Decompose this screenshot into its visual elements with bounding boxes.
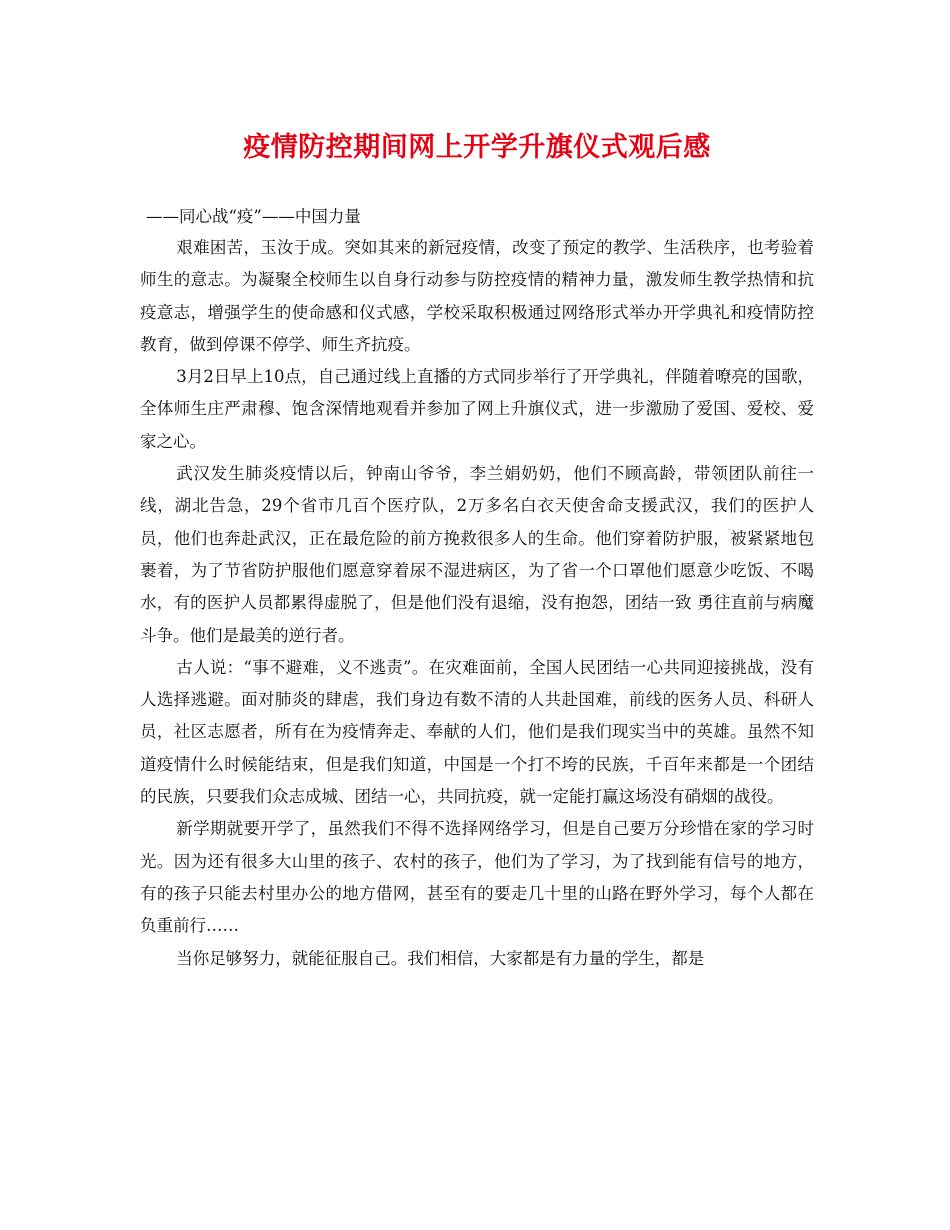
paragraph-1: 艰难困苦，玉汝于成。突如其来的新冠疫情，改变了预定的教学、生活秩序，也考验着师生的意志。为凝聚全校师生以自身行动参与防控疫情的精神力量，激发师生教学热情和抗疫意志，增强学生的使命感和仪式感，学校采取积极通过网络形式举办开学典礼和疫情防控教育，做到停课不停学、师生齐抗疫。 [140,238,814,354]
paragraph-6: 当你足够努力，就能征服自己。我们相信，大家都是有力量的学生，都是 [176,948,705,968]
document-title: 疫情防控期间网上开学升旗仪式观后感 [243,132,711,163]
paragraph-2: 3月2日早上10点，自己通过线上直播的方式同步举行了开学典礼，伴随着嘹亮的国歌，全体师生庄严肃穆、饱含深情地观看并参加了网上升旗仪式，进一步激励了爱国、爱校、爱家之心。 [140,367,814,451]
paragraph-5: 新学期就要开学了，虽然我们不得不选择网络学习，但是自己要万分珍惜在家的学习时光。因为还有很多大山里的孩子、农村的孩子，他们为了学习，为了找到能有信号的地方，有的孩子只能去村里办公的地方借网，甚至有的要走几十里的山路在野外学习，每个人都在负重前行…… [140,819,814,936]
document-page [140,128,814,975]
paragraph-3: 武汉发生肺炎疫情以后，钟南山爷爷，李兰娟奶奶，他们不顾高龄，带领团队前往一线，湖北告急，29个省市几百个医疗队，2万多名白衣天使舍命支援武汉，我们的医护人员，他们也奔赴武汉，正在最危险的前方挽救很多人的生命。他们穿着防护服，被紧紧地包裹着，为了节省防护服他们愿意穿着尿不湿进病区，为了省一个口罩他们愿意少吃饭、不喝水，有的医护人员都累得虚脱了，但是他们没有退缩，没有抱怨，团结一致 勇往直前与病魔斗争。他们是最美的逆行者。 [140,464,814,645]
document-subtitle: ——同心战“疫”——中国力量 [146,207,361,226]
paragraph-4: 古人说：“事不避难，义不逃责”。在灾难面前，全国人民团结一心共同迎接挑战，没有人选择逃避。面对肺炎的肆虐，我们身边有数不清的人共赴国难，前线的医务人员、科研人员，社区志愿者，所有在为疫情奔走、奉献的人们，他们是我们现实当中的英雄。虽然不知道疫情什么时候能结束，但是我们知道，中国是一个打不垮的民族，千百年来都是一个团结的民族，只要我们众志成城、团结一心，共同抗疫，就一定能打赢这场没有硝烟的战役。 [140,657,814,807]
